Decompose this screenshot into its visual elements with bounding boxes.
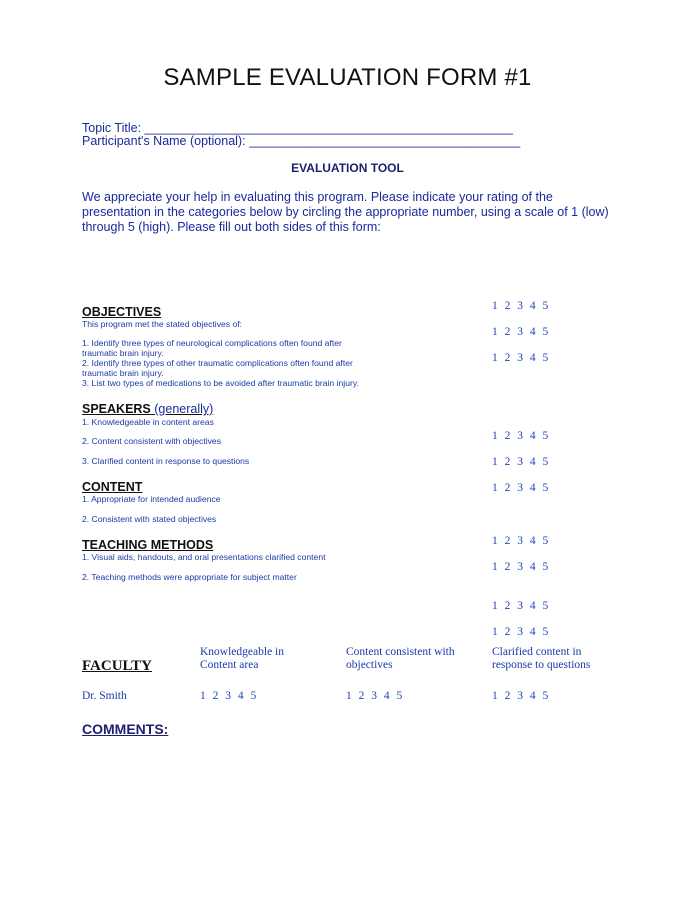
- rating-scale-objective-3[interactable]: 1 2 3 4 5: [492, 352, 549, 364]
- content-item-1: 1. Appropriate for intended audience: [82, 494, 221, 504]
- faculty-column-knowledgeable: Knowledgeable in Content area: [200, 646, 284, 671]
- faculty-column-consistent: Content consistent with objectives: [346, 646, 455, 671]
- speaker-item-3: 3. Clarified content in response to questions: [82, 456, 250, 466]
- rating-scale-speaker-2[interactable]: 1 2 3 4 5: [492, 456, 549, 468]
- evaluation-tool-heading: EVALUATION TOOL: [291, 161, 404, 175]
- speakers-heading-suffix: (generally): [150, 402, 214, 416]
- comments-heading: COMMENTS:: [82, 721, 169, 737]
- objective-item-2: 2. Identify three types of other traumatic complications often found after traumatic brain injury.: [82, 358, 353, 378]
- topic-title-label: Topic Title:: [82, 121, 142, 135]
- objectives-heading: OBJECTIVES: [82, 305, 162, 319]
- topic-title-field[interactable]: [82, 121, 513, 135]
- rating-scale-objective-1[interactable]: 1 2 3 4 5: [492, 300, 549, 312]
- rating-scale-content-1[interactable]: 1 2 3 4 5: [492, 535, 549, 547]
- teaching-item-2: 2. Teaching methods were appropriate for subject matter: [82, 572, 297, 582]
- participant-name-field[interactable]: [82, 134, 520, 148]
- faculty-heading: FACULTY: [82, 658, 153, 674]
- rating-scale-teaching-1[interactable]: 1 2 3 4 5: [492, 600, 549, 612]
- content-item-2: 2. Consistent with stated objectives: [82, 514, 217, 524]
- teaching-methods-heading: TEACHING METHODS: [82, 538, 214, 552]
- faculty-rating-consistent[interactable]: 1 2 3 4 5: [346, 690, 403, 702]
- speaker-item-2: 2. Content consistent with objectives: [82, 436, 222, 446]
- intro-paragraph: We appreciate your help in evaluating this program. Please indicate your rating of the presentation in the categories below by circling the appropriate number, using a scale of 1 (low) through 5 (high). Please fill out both sides of this form:: [82, 190, 609, 234]
- page-title: SAMPLE EVALUATION FORM #1: [163, 64, 532, 91]
- teaching-item-1: 1. Visual aids, handouts, and oral presentations clarified content: [82, 552, 326, 562]
- rating-scale-speaker-3[interactable]: 1 2 3 4 5: [492, 482, 549, 494]
- participant-name-blank[interactable]: _______________________________________: [249, 134, 521, 148]
- speakers-heading: [82, 402, 213, 416]
- participant-name-label: Participant's Name (optional):: [82, 134, 246, 148]
- topic-title-blank[interactable]: _____________________________________________________: [144, 121, 513, 135]
- objective-item-1: 1. Identify three types of neurological complications often found after traumatic brain injury.: [82, 338, 342, 358]
- faculty-rating-knowledgeable[interactable]: 1 2 3 4 5: [200, 690, 257, 702]
- faculty-column-clarified: Clarified content in response to questions: [492, 646, 591, 671]
- rating-scale-objective-2[interactable]: 1 2 3 4 5: [492, 326, 549, 338]
- rating-scale-content-2[interactable]: 1 2 3 4 5: [492, 561, 549, 573]
- rating-scale-teaching-2[interactable]: 1 2 3 4 5: [492, 626, 549, 638]
- faculty-name-dr-smith: Dr. Smith: [82, 690, 127, 702]
- speakers-heading-text: SPEAKERS: [82, 402, 151, 416]
- rating-scale-speaker-1[interactable]: 1 2 3 4 5: [492, 430, 549, 442]
- content-heading: CONTENT: [82, 480, 143, 494]
- speaker-item-1: 1. Knowledgeable in content areas: [82, 417, 214, 427]
- faculty-rating-clarified[interactable]: 1 2 3 4 5: [492, 690, 549, 702]
- objectives-subtitle: This program met the stated objectives of:: [82, 319, 243, 329]
- objective-item-3: 3. List two types of medications to be avoided after traumatic brain injury.: [82, 378, 359, 388]
